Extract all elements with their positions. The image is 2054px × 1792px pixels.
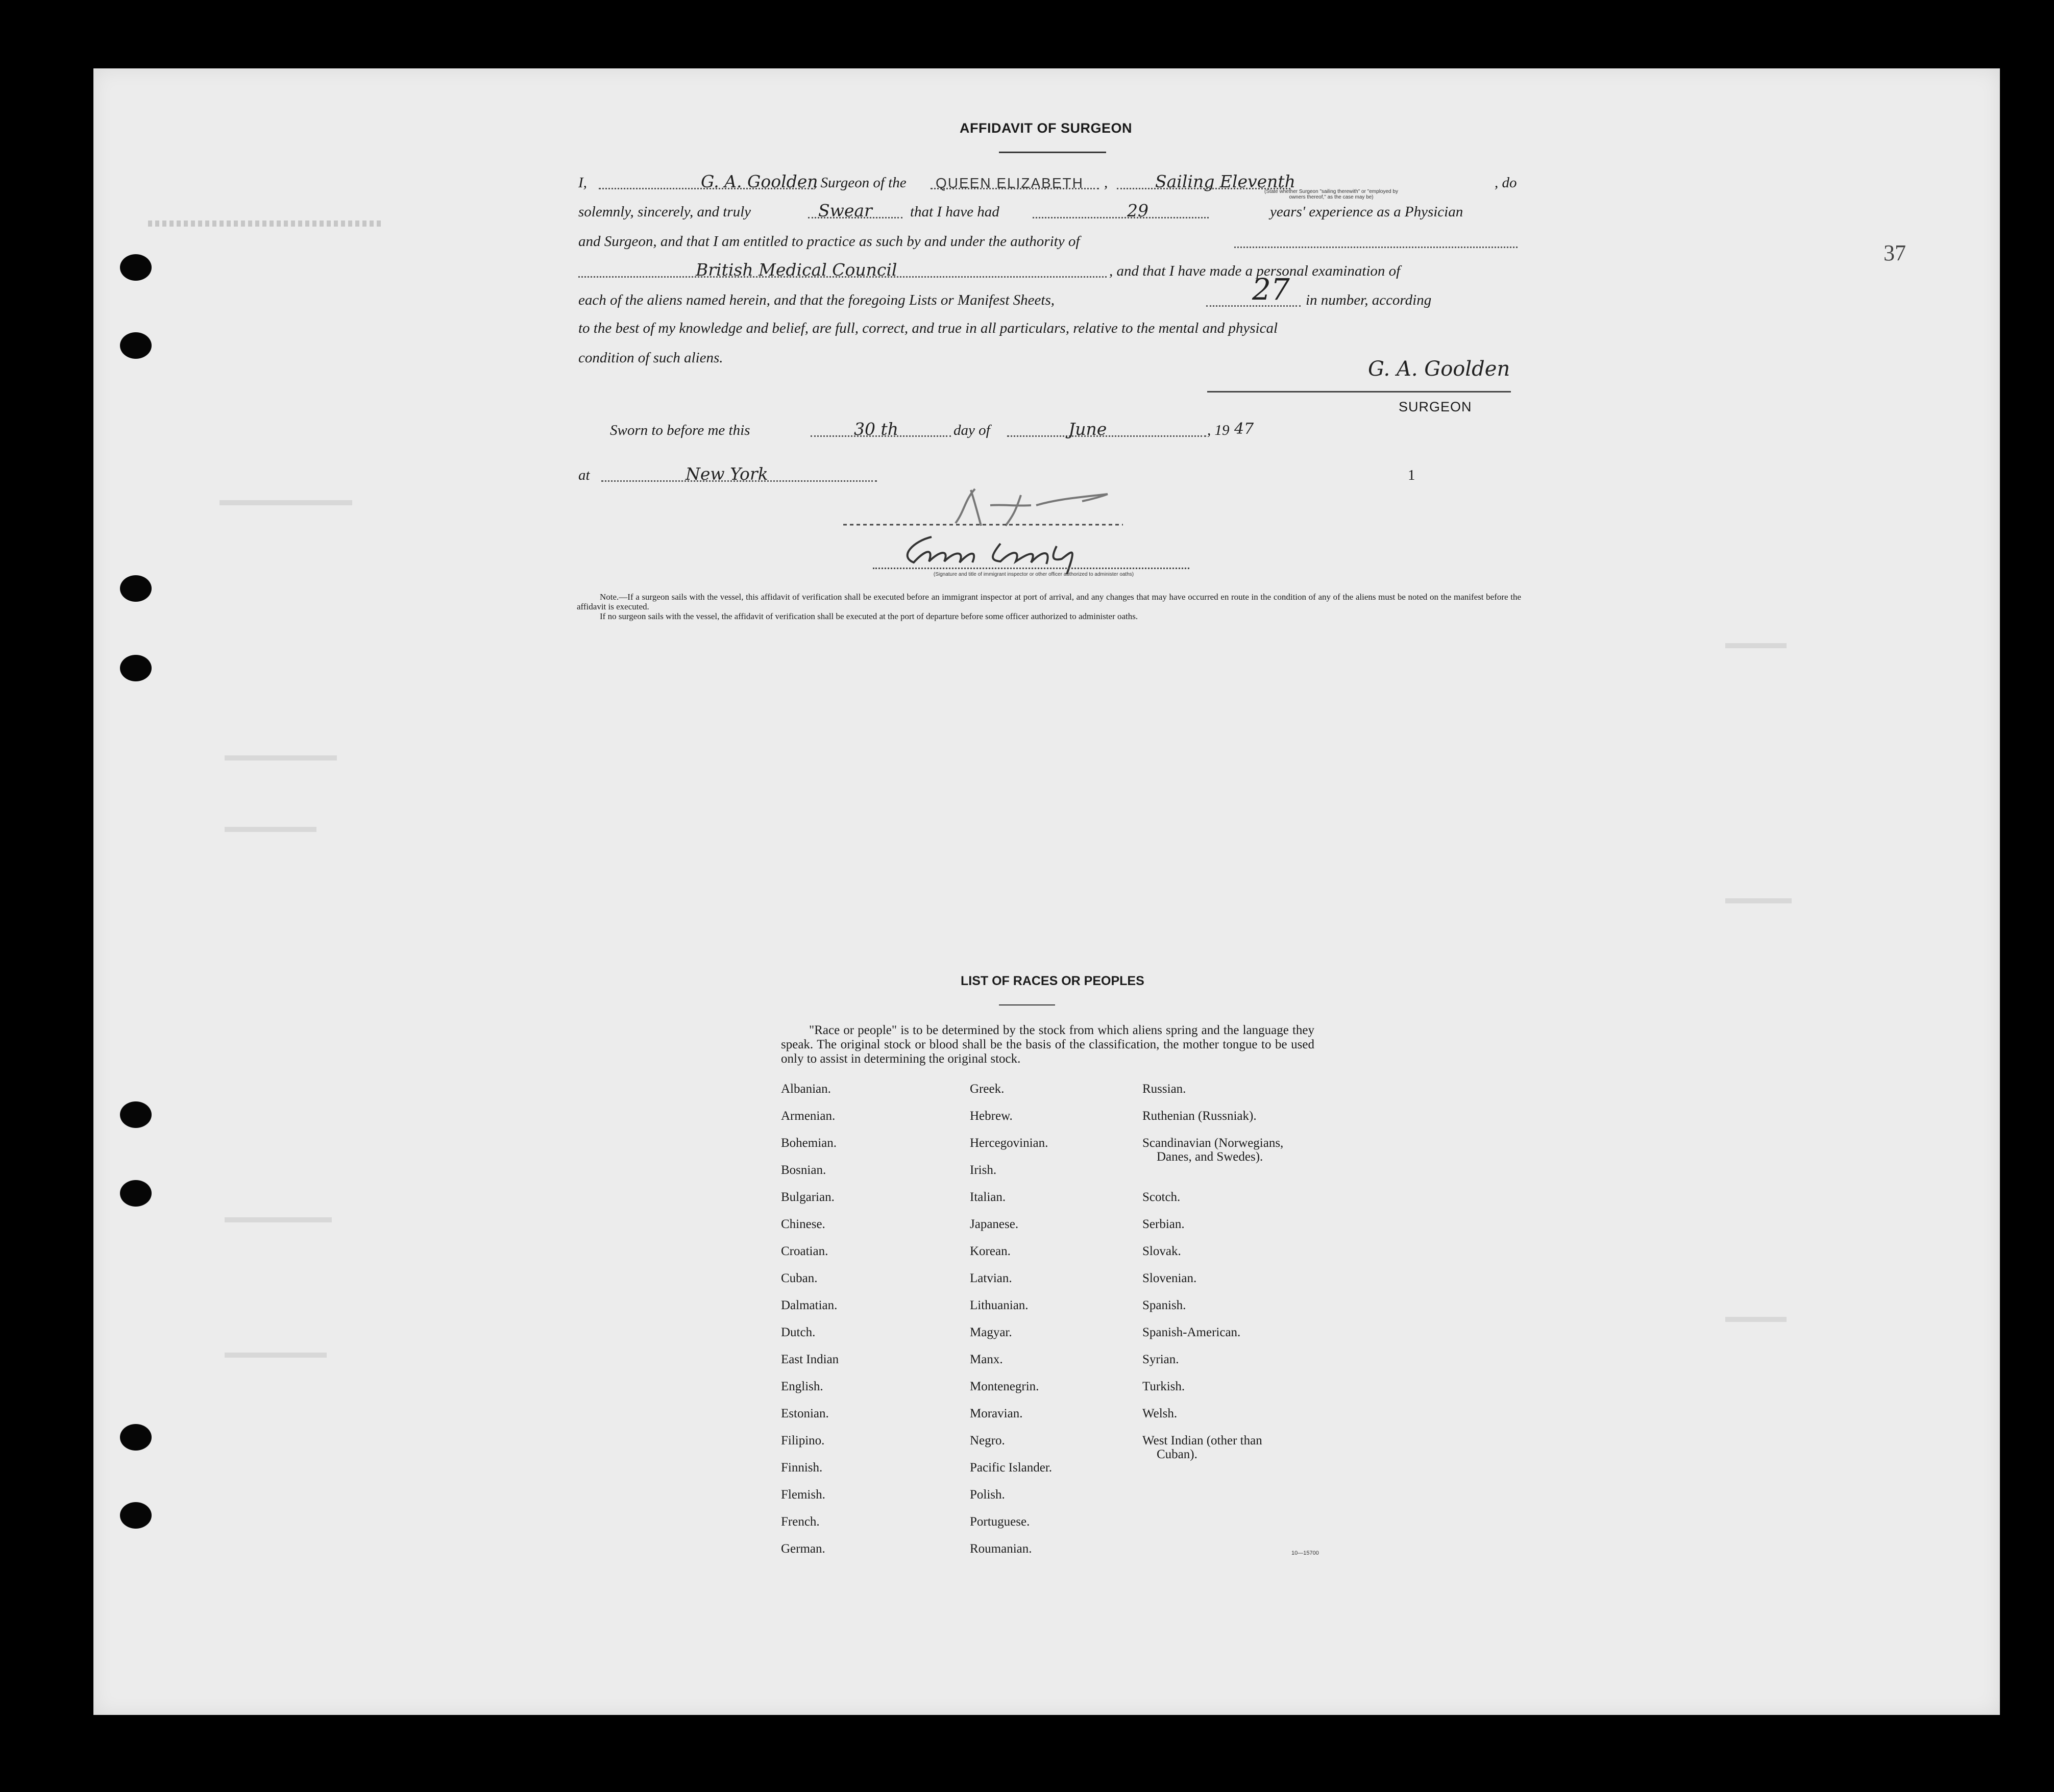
race-item: Chinese. <box>781 1217 825 1231</box>
inspector-sub-note: (Signature and title of immigrant inspector or other officer authorized to administer oaths) <box>933 572 1134 577</box>
place-handwritten: New York <box>686 464 768 484</box>
sworn-line <box>578 419 1518 439</box>
years-blank <box>1033 217 1209 218</box>
bleed-through-mark <box>1725 643 1787 648</box>
race-item: Lithuanian. <box>970 1298 1029 1312</box>
race-item: Hercegovinian. <box>970 1136 1048 1150</box>
race-item: Danes, and Swedes). <box>1157 1150 1263 1164</box>
year-handwritten: 47 <box>1234 420 1254 438</box>
race-item: Magyar. <box>970 1325 1012 1339</box>
race-item: Spanish-American. <box>1142 1325 1241 1339</box>
race-item: Bulgarian. <box>781 1190 835 1204</box>
bleed-through-strip <box>148 220 383 227</box>
race-item: Armenian. <box>781 1109 836 1123</box>
race-item: Pacific Islander. <box>970 1461 1053 1475</box>
race-item: Russian. <box>1142 1082 1186 1096</box>
affidavit-note <box>577 592 1521 621</box>
race-item: Scandinavian (Norwegians, <box>1142 1136 1284 1150</box>
race-item: Negro. <box>970 1434 1005 1447</box>
race-item: Japanese. <box>970 1217 1019 1231</box>
affidavit-line-3 <box>578 230 1518 250</box>
race-item: Dutch. <box>781 1325 816 1339</box>
race-item: Finnish. <box>781 1461 823 1475</box>
binder-hole <box>120 254 152 281</box>
bleed-through-mark <box>225 755 337 760</box>
authority-blank-a <box>1234 247 1518 248</box>
race-item: Cuban. <box>781 1271 818 1285</box>
bleed-through-mark <box>225 1353 327 1358</box>
solemnly-text: solemnly, sincerely, and truly <box>578 204 751 220</box>
form-code: 10—15700 <box>1291 1550 1319 1556</box>
inspector-signature <box>837 475 1194 577</box>
binder-hole <box>120 1424 152 1451</box>
belief-text: to the best of my knowledge and belief, are full, correct, and true in all particulars, relative to the mental and physical <box>578 320 1278 336</box>
race-item: Irish. <box>970 1163 997 1177</box>
in-number-text: in number, according <box>1306 292 1432 308</box>
month-handwritten: June <box>1068 419 1107 439</box>
race-item: Estonian. <box>781 1407 829 1420</box>
affidavit-title: AFFIDAVIT OF SURGEON <box>960 120 1132 136</box>
note-paragraph-1: Note.—If a surgeon sails with the vessel, this affidavit of verification shall be executed before an immigrant inspector at port of arrival, and any changes that may have occurred en route in the condition of any of the aliens must be noted on the manifest before the affidavit is executed. <box>577 592 1521 611</box>
race-item: West Indian (other than <box>1142 1434 1262 1447</box>
race-item: Korean. <box>970 1244 1011 1258</box>
race-item: East Indian <box>781 1353 839 1366</box>
binder-hole <box>120 655 152 681</box>
race-item: Moravian. <box>970 1407 1023 1420</box>
at-label: at <box>578 467 590 483</box>
affidavit-line-5 <box>578 272 1518 309</box>
race-item: Croatian. <box>781 1244 828 1258</box>
affidavit-line-1 <box>578 171 1518 191</box>
bleed-through-mark <box>1725 1317 1787 1322</box>
race-item: Italian. <box>970 1190 1006 1204</box>
races-title-underline <box>999 1004 1055 1005</box>
race-item: Flemish. <box>781 1488 825 1502</box>
affidavit-line-2 <box>578 200 1518 220</box>
race-item: Latvian. <box>970 1271 1012 1285</box>
bleed-through-mark <box>219 500 352 505</box>
race-item: Turkish. <box>1142 1380 1185 1393</box>
comma: , <box>1104 175 1108 191</box>
binder-hole <box>120 1180 152 1207</box>
manifest-sheets-text: each of the aliens named herein, and that the foregoing Lists or Manifest Sheets, <box>578 292 1055 308</box>
race-item: Greek. <box>970 1082 1005 1096</box>
day-handwritten: 30 th <box>854 419 898 439</box>
bleed-through-mark <box>225 827 316 832</box>
surgeon-signature: G. A. Goolden <box>1368 357 1510 381</box>
bleed-through-mark <box>225 1217 332 1222</box>
race-item: Scotch. <box>1142 1190 1181 1204</box>
surgeon-name-handwritten: G. A. Goolden <box>701 171 818 191</box>
race-item: German. <box>781 1542 825 1556</box>
vessel-name-stamp: QUEEN ELIZABETH <box>936 175 1084 191</box>
year-prefix: , 19 <box>1207 422 1230 438</box>
bleed-through-mark <box>1725 898 1792 903</box>
race-item: Slovak. <box>1142 1244 1181 1258</box>
sailing-sub-note: (State whether Surgeon "sailing therewith" or "employed by owners thereof," as the case may be) <box>1264 189 1398 200</box>
sailing-status-handwritten: Sailing Eleventh <box>1155 171 1295 191</box>
race-item: French. <box>781 1515 820 1529</box>
binder-hole <box>120 332 152 359</box>
authority-handwritten: British Medical Council <box>696 260 897 280</box>
affidavit-line-6 <box>578 316 1518 337</box>
years-experience-text: years' experience as a Physician <box>1270 204 1463 220</box>
race-item: Manx. <box>970 1353 1003 1366</box>
authority-text: and Surgeon, and that I am entitled to practice as such by and under the authority of <box>578 233 1080 250</box>
inspector-signature-line <box>873 568 1189 569</box>
race-item: Albanian. <box>781 1082 831 1096</box>
binder-hole <box>120 575 152 602</box>
race-item: Bosnian. <box>781 1163 826 1177</box>
condition-text: condition of such aliens. <box>578 350 723 366</box>
race-item: Roumanian. <box>970 1542 1032 1556</box>
races-intro <box>781 1023 1314 1066</box>
sheet-count-handwritten: 27 <box>1252 272 1290 307</box>
experience-text: that I have had <box>910 204 999 220</box>
race-item: Hebrew. <box>970 1109 1013 1123</box>
race-item: Polish. <box>970 1488 1005 1502</box>
binder-hole <box>120 1502 152 1529</box>
note-paragraph-2: If no surgeon sails with the vessel, the affidavit of verification shall be executed at the port of departure before some officer authorized to administer oaths. <box>600 611 1138 621</box>
race-item: Bohemian. <box>781 1136 837 1150</box>
day-of-text: day of <box>953 422 990 438</box>
race-item: Welsh. <box>1142 1407 1178 1420</box>
sworn-text: Sworn to before me this <box>610 422 750 438</box>
page-number: 37 <box>1884 240 1906 265</box>
race-item: Serbian. <box>1142 1217 1185 1231</box>
race-item: Dalmatian. <box>781 1298 838 1312</box>
surgeon-signature-line <box>1207 391 1511 392</box>
race-item: Spanish. <box>1142 1298 1186 1312</box>
title-underline <box>999 152 1106 153</box>
race-item: Syrian. <box>1142 1353 1179 1366</box>
race-item: Slovenian. <box>1142 1271 1197 1285</box>
race-item: English. <box>781 1380 823 1393</box>
oath-handwritten: Swear <box>818 201 872 220</box>
years-handwritten: 29 <box>1127 201 1148 220</box>
examination-text: , and that I have made a personal examination of <box>1109 263 1401 279</box>
race-item: Cuban). <box>1157 1447 1197 1461</box>
affidavit-i: I, <box>578 175 587 191</box>
surgeon-label: SURGEON <box>1399 399 1472 414</box>
do-text: , do <box>1495 175 1517 191</box>
race-item: Filipino. <box>781 1434 825 1447</box>
affidavit-line-4 <box>578 259 1518 280</box>
race-item: Portuguese. <box>970 1515 1030 1529</box>
races-intro-text: "Race or people" is to be determined by the stock from which aliens spring and the language they speak. The original stock or blood shall be the basis of the classification, the mother tongue to be used only to assist in determining the original stock. <box>781 1023 1314 1066</box>
races-title: LIST OF RACES OR PEOPLES <box>961 974 1144 988</box>
margin-mark: 1 <box>1408 467 1415 483</box>
race-item: Ruthenian (Russniak). <box>1142 1109 1257 1123</box>
surgeon-of-text: , Surgeon of the <box>813 175 907 191</box>
race-item: Montenegrin. <box>970 1380 1039 1393</box>
binder-hole <box>120 1101 152 1128</box>
